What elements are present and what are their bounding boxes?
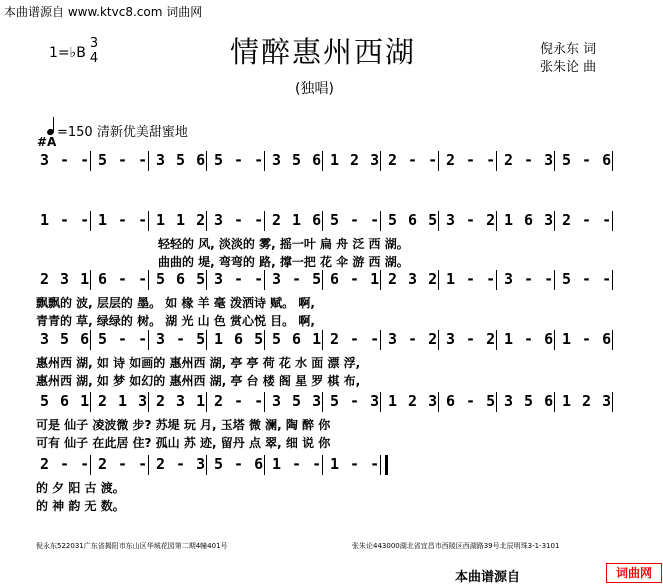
measure: 5 6 1 xyxy=(272,330,323,348)
barline xyxy=(380,211,381,231)
barline xyxy=(90,270,91,290)
barline xyxy=(322,330,323,350)
measure: 2 1 6 xyxy=(272,211,323,229)
barline xyxy=(496,330,497,350)
measure: 3 5 6 xyxy=(40,330,91,348)
measure: 2 - - xyxy=(40,455,91,473)
notation-row xyxy=(34,151,654,173)
tempo-marking: =150 清新优美甜蜜地 xyxy=(57,125,188,140)
measure: 3 5 6 xyxy=(272,151,323,169)
note-stem xyxy=(53,117,54,132)
measure: 5 - - xyxy=(330,211,381,229)
measure: 2 1 3 xyxy=(98,392,149,410)
measure: 1 1 2 xyxy=(156,211,207,229)
measure: 1 2 3 xyxy=(388,392,439,410)
barline xyxy=(264,392,265,412)
measure: 1 6 3 xyxy=(504,211,555,229)
barline xyxy=(148,330,149,350)
site-logo: 词曲网 xyxy=(606,563,662,583)
measure: 5 - - xyxy=(562,270,613,288)
barline xyxy=(148,455,149,475)
site-banner: 本曲谱源自 www.ktvc8.com 词曲网 xyxy=(4,5,203,19)
barline xyxy=(264,455,265,475)
barline xyxy=(612,392,613,412)
measure: 2 - - xyxy=(98,455,149,473)
time-signature xyxy=(88,36,100,66)
measure: 3 5 3 xyxy=(272,392,323,410)
measure: 3 - 2 xyxy=(446,211,497,229)
barline xyxy=(612,211,613,231)
song-title: 情醉惠州西湖 xyxy=(229,35,416,69)
lyric-line: 可是 仙子 凌波微 步? 苏堤 玩 月, 玉塔 微 澜, 陶 醉 你 xyxy=(36,418,331,432)
barline xyxy=(264,151,265,171)
barline xyxy=(380,392,381,412)
lyric-line: 轻轻的 风, 淡淡的 雾, 摇一叶 扁 舟 泛 西 湖。 xyxy=(158,237,409,251)
barline xyxy=(554,392,555,412)
measure: 2 - - xyxy=(388,151,439,169)
barline xyxy=(206,211,207,231)
measure: 3 5 6 xyxy=(156,151,207,169)
barline xyxy=(322,151,323,171)
meter-top: 3 xyxy=(89,36,99,51)
measure: 5 - 6 xyxy=(214,455,265,473)
final-barline xyxy=(380,455,388,475)
barline xyxy=(90,392,91,412)
measure: 3 - 5 xyxy=(156,330,207,348)
measure: 3 - - xyxy=(40,151,91,169)
barline xyxy=(438,151,439,171)
measure: 3 - 2 xyxy=(388,330,439,348)
barline xyxy=(148,211,149,231)
notation-row xyxy=(34,392,654,414)
measure: 2 3 1 xyxy=(40,270,91,288)
measure: 1 6 5 xyxy=(214,330,265,348)
lyricist-address: 倪永东522031广东省揭阳市东山区华城花园第二期4幢401号 xyxy=(36,542,228,550)
measure: 6 - 5 xyxy=(446,392,497,410)
measure: 1 - - xyxy=(272,455,323,473)
measure: 5 - 6 xyxy=(562,151,613,169)
measure: 2 - 3 xyxy=(156,455,207,473)
barline xyxy=(322,270,323,290)
measure: 5 - - xyxy=(98,330,149,348)
measure: 2 - 3 xyxy=(504,151,555,169)
measure: 1 2 3 xyxy=(562,392,613,410)
key-signature: 1=♭B xyxy=(49,45,86,61)
barline xyxy=(496,392,497,412)
section-label: #A xyxy=(37,135,57,149)
barline xyxy=(380,270,381,290)
barline xyxy=(438,211,439,231)
notation-row xyxy=(34,270,654,292)
measure: 2 3 2 xyxy=(388,270,439,288)
lyric-line: 惠州西 湖, 如 梦 如幻的 惠州西 湖, 亭 台 楼 阁 星 罗 棋 布, xyxy=(36,374,361,388)
measure: 6 - - xyxy=(98,270,149,288)
barline xyxy=(496,151,497,171)
barline xyxy=(380,330,381,350)
measure: 6 - 1 xyxy=(330,270,381,288)
measure: 5 6 5 xyxy=(156,270,207,288)
barline xyxy=(90,330,91,350)
measure: 5 6 5 xyxy=(388,211,439,229)
barline xyxy=(554,211,555,231)
lyric-line: 可有 仙子 在此居 住? 孤山 苏 迹, 留丹 点 翠, 细 说 你 xyxy=(36,436,331,450)
barline xyxy=(148,392,149,412)
measure: 1 - - xyxy=(98,211,149,229)
barline xyxy=(438,330,439,350)
barline xyxy=(264,330,265,350)
barline xyxy=(438,392,439,412)
source-label: 本曲谱源自 xyxy=(455,570,521,585)
barline xyxy=(148,270,149,290)
notation-row xyxy=(34,455,654,477)
measure: 1 - 6 xyxy=(504,330,555,348)
lyric-line: 飘飘的 波, 层层的 墨。 如 椽 羊 毫 泼洒诗 赋。 啊, xyxy=(36,296,315,310)
lyric-line: 曲曲的 堤, 弯弯的 路, 撑一把 花 伞 游 西 湖。 xyxy=(158,255,409,269)
barline xyxy=(148,151,149,171)
barline xyxy=(206,392,207,412)
barline xyxy=(554,151,555,171)
measure: 3 - 5 xyxy=(272,270,323,288)
barline xyxy=(380,151,381,171)
notation-row xyxy=(34,211,654,233)
barline xyxy=(612,330,613,350)
barline xyxy=(206,455,207,475)
song-subtitle: (独唱) xyxy=(295,81,334,97)
barline xyxy=(90,151,91,171)
measure: 2 - - xyxy=(330,330,381,348)
lyric-line: 的 夕 阳 古 渡。 xyxy=(36,481,125,495)
barline xyxy=(554,270,555,290)
composer-address: 张朱论443000湖北省宜昌市西陵区西湖路39号北辰明珠3-1-3101 xyxy=(352,542,560,550)
measure: 2 - - xyxy=(214,392,265,410)
measure: 1 - - xyxy=(40,211,91,229)
measure: 1 - 6 xyxy=(562,330,613,348)
measure: 3 5 6 xyxy=(504,392,555,410)
measure: 5 - - xyxy=(214,151,265,169)
measure: 2 3 1 xyxy=(156,392,207,410)
measure: 1 2 3 xyxy=(330,151,381,169)
barline xyxy=(206,330,207,350)
barline xyxy=(90,211,91,231)
barline xyxy=(322,392,323,412)
measure: 1 - - xyxy=(330,455,381,473)
barline xyxy=(322,455,323,475)
lyric-line: 惠州西 湖, 如 诗 如画的 惠州西 湖, 亭 亭 荷 花 水 面 漂 浮, xyxy=(36,356,361,370)
measure: 5 6 1 xyxy=(40,392,91,410)
measure: 2 - - xyxy=(562,211,613,229)
barline xyxy=(438,270,439,290)
measure: 5 - 3 xyxy=(330,392,381,410)
lyric-line: 青青的 草, 绿绿的 树。 湖 光 山 色 赏心悦 目。 啊, xyxy=(36,314,315,328)
measure: 2 - - xyxy=(446,151,497,169)
barline xyxy=(90,455,91,475)
barline xyxy=(206,151,207,171)
measure: 3 - 2 xyxy=(446,330,497,348)
barline xyxy=(612,270,613,290)
measure: 1 - - xyxy=(446,270,497,288)
composer: 张朱论 曲 xyxy=(540,60,597,75)
measure: 3 - - xyxy=(214,270,265,288)
barline xyxy=(496,211,497,231)
barline xyxy=(496,270,497,290)
lyricist: 倪永东 词 xyxy=(540,42,597,57)
notation-row xyxy=(34,330,654,352)
measure: 3 - - xyxy=(504,270,555,288)
barline xyxy=(612,151,613,171)
lyric-line: 的 神 韵 无 数。 xyxy=(36,499,125,513)
measure: 3 - - xyxy=(214,211,265,229)
barline xyxy=(322,211,323,231)
meter-bottom: 4 xyxy=(89,51,99,66)
barline xyxy=(264,270,265,290)
measure: 5 - - xyxy=(98,151,149,169)
barline xyxy=(264,211,265,231)
barline xyxy=(554,330,555,350)
barline xyxy=(206,270,207,290)
